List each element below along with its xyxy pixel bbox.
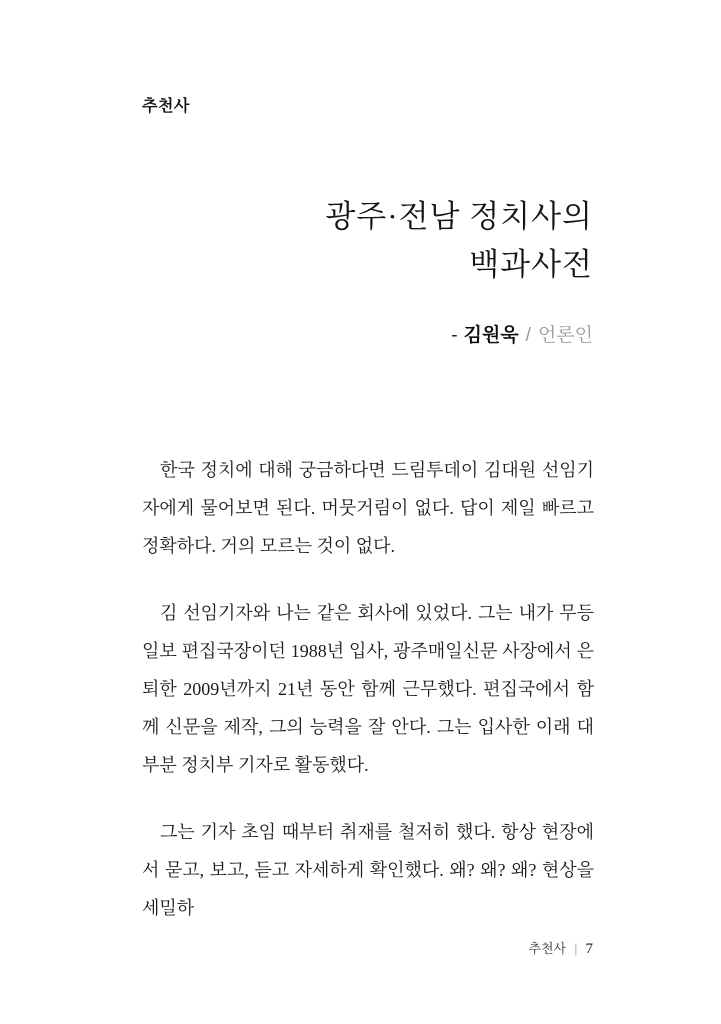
section-label: 추천사	[142, 98, 190, 115]
body-paragraph: 한국 정치에 대해 궁금하다면 드림투데이 김대원 선임기자에게 물어보면 된다. 머뭇거림이 없다. 답이 제일 빠르고 정확하다. 거의 모르는 것이 없다.	[142, 460, 594, 556]
author-byline	[142, 323, 593, 349]
body-paragraph: 김 선임기자와 나는 같은 회사에 있었다. 그는 내가 무등일보 편집국장이던 1988년 입사, 광주매일신문 사장에서 은퇴한 2009년까지 21년 동안 함께 근무했다. 편집국에서 함께 신문을 제작, 그의 능력을 잘 안다. 그는 입사한 이래 대부분 정치부 기자로 활동했다.	[142, 603, 594, 775]
page-footer	[142, 940, 593, 958]
author-dash: -	[451, 325, 458, 346]
author-separator: /	[525, 325, 531, 346]
page-title-line2: 백과사전	[469, 247, 593, 282]
footer-page-number: 7	[585, 941, 593, 957]
body-paragraph: 그는 기자 초임 때부터 취재를 철저히 했다. 항상 현장에서 묻고, 보고, 듣고 자세하게 확인했다. 왜? 왜? 왜? 현상을 세밀하	[142, 822, 594, 918]
footer-separator: |	[574, 941, 578, 956]
page-title	[142, 193, 593, 289]
footer-section-label: 추천사	[528, 941, 567, 956]
page-title-line1: 광주·전남 정치사의	[325, 199, 593, 234]
author-role: 언론인	[537, 325, 593, 346]
body-text	[142, 451, 594, 927]
author-name: 김원욱	[463, 325, 519, 346]
